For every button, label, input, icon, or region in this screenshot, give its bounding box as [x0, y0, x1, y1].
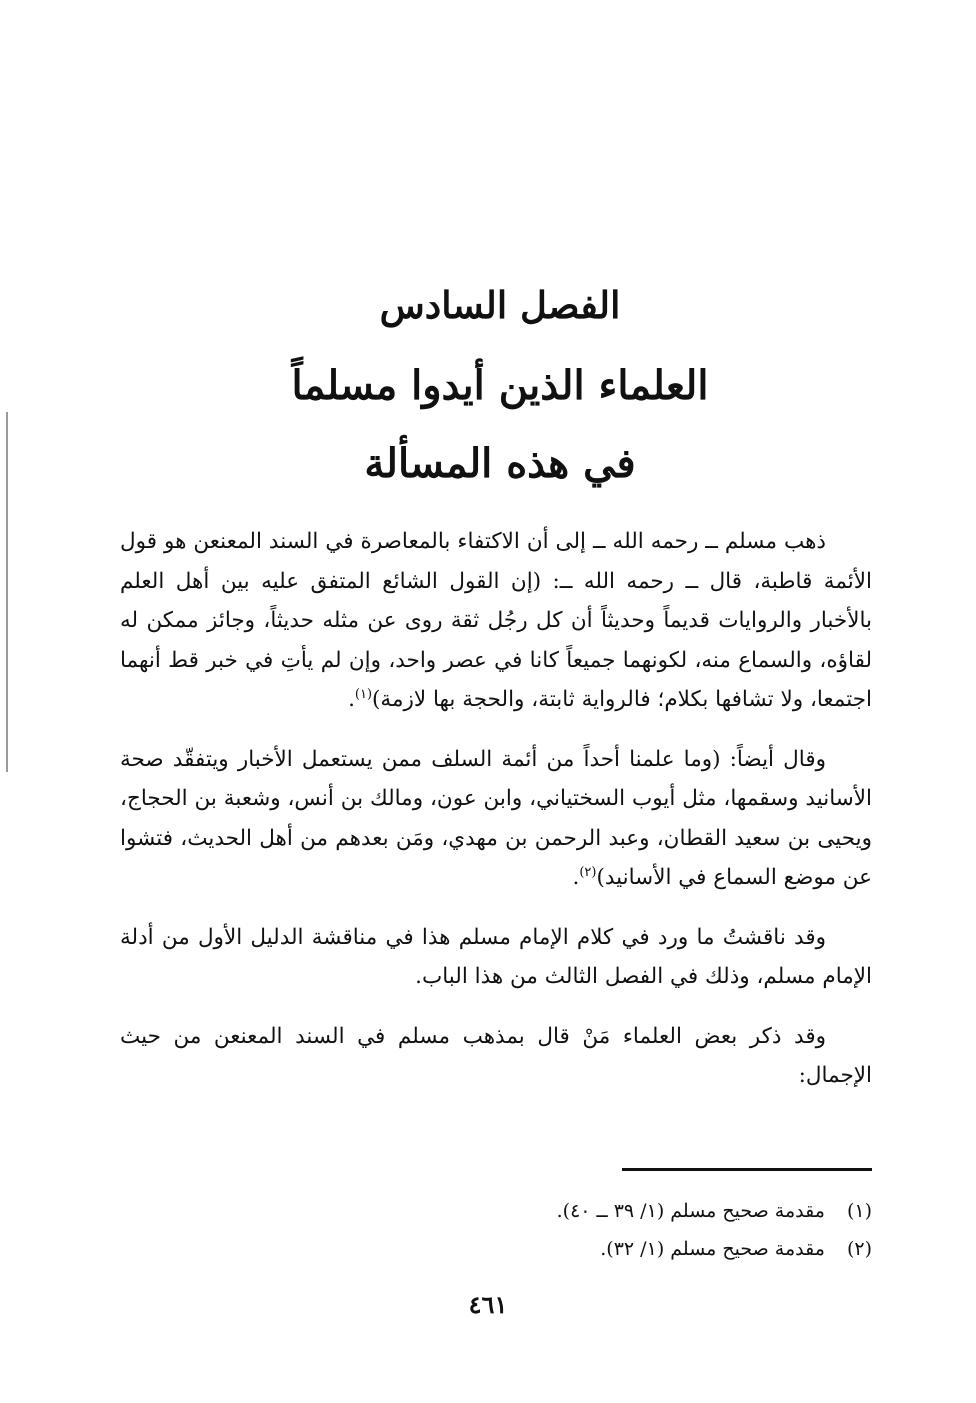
footnote-1-number: (١): [846, 1200, 872, 1222]
paragraph-2-text: وقال أيضاً: (وما علمنا أحداً من أئمة السلف ممن يستعمل الأخبار ويتفقّد صحة الأسانيد وسقمها، مثل أيوب السختياني، وابن عون، ومالك بن أنس، وشعبة بن الحجاج، ويحيى بن سعيد القطان، وعبد الرحمن بن مهدي، ومَن بعدهم من أهل الحديث، فتشوا عن موضع السماع في الأسانيد): [120, 746, 872, 890]
footnote-1: [450, 1192, 872, 1230]
footnote-2: [450, 1230, 872, 1268]
chapter-title-line-2: في هذه المسألة: [364, 440, 636, 487]
paragraph-1: [120, 522, 872, 720]
body-text: [120, 522, 872, 1116]
paragraph-2: [120, 740, 872, 898]
paragraph-3: وقد ناقشتُ ما ورد في كلام الإمام مسلم هذا في مناقشة الدليل الأول من أدلة الإمام مسلم، وذلك في الفصل الثالث من هذا الباب.: [120, 924, 872, 989]
paragraph-4: وقد ذكر بعض العلماء مَنْ قال بمذهب مسلم في السند المعنعن من حيث الإجمال:: [120, 1023, 872, 1088]
paragraph-1-end: .: [348, 687, 355, 712]
chapter-title-line-1: العلماء الذين أيدوا مسلماً: [291, 362, 709, 409]
footnote-2-number: (٢): [846, 1238, 872, 1260]
chapter-heading: الفصل السادس: [379, 283, 621, 327]
footnote-2-text: مقدمة صحيح مسلم (١/ ٣٢).: [600, 1238, 825, 1260]
footnote-separator: [622, 1168, 872, 1171]
footnote-1-text: مقدمة صحيح مسلم (١/ ٣٩ ــ ٤٠).: [556, 1200, 825, 1222]
paragraph-1-text: ذهب مسلم ــ رحمه الله ــ إلى أن الاكتفاء بالمعاصرة في السند المعنعن هو قول الأئمة قاطبة، قال ــ رحمه الله ــ: (إن القول الشائع المتفق عليه بين أهل العلم بالأخبار والروايات قديماً وحديثاً أن كل رجُل ثقة روى عن مثله حديثاً، وجائز ممكن له لقاؤه، والسماع منه، لكونهما جميعاً كانا في عصر واحد، وإن لم يأتِ في خبر قط أنهما اجتمعا، ولا تشافها بكلام؛ فالرواية ثابتة، والحجة بها لازمة): [120, 529, 872, 712]
footnote-ref-1: (١): [354, 686, 373, 702]
page-edge-line: [6, 412, 8, 772]
paragraph-2-end: .: [572, 865, 580, 890]
page-number: ٤٦١: [468, 1290, 508, 1319]
footnote-ref-2: (٢): [579, 864, 597, 880]
footnotes: [450, 1192, 872, 1268]
